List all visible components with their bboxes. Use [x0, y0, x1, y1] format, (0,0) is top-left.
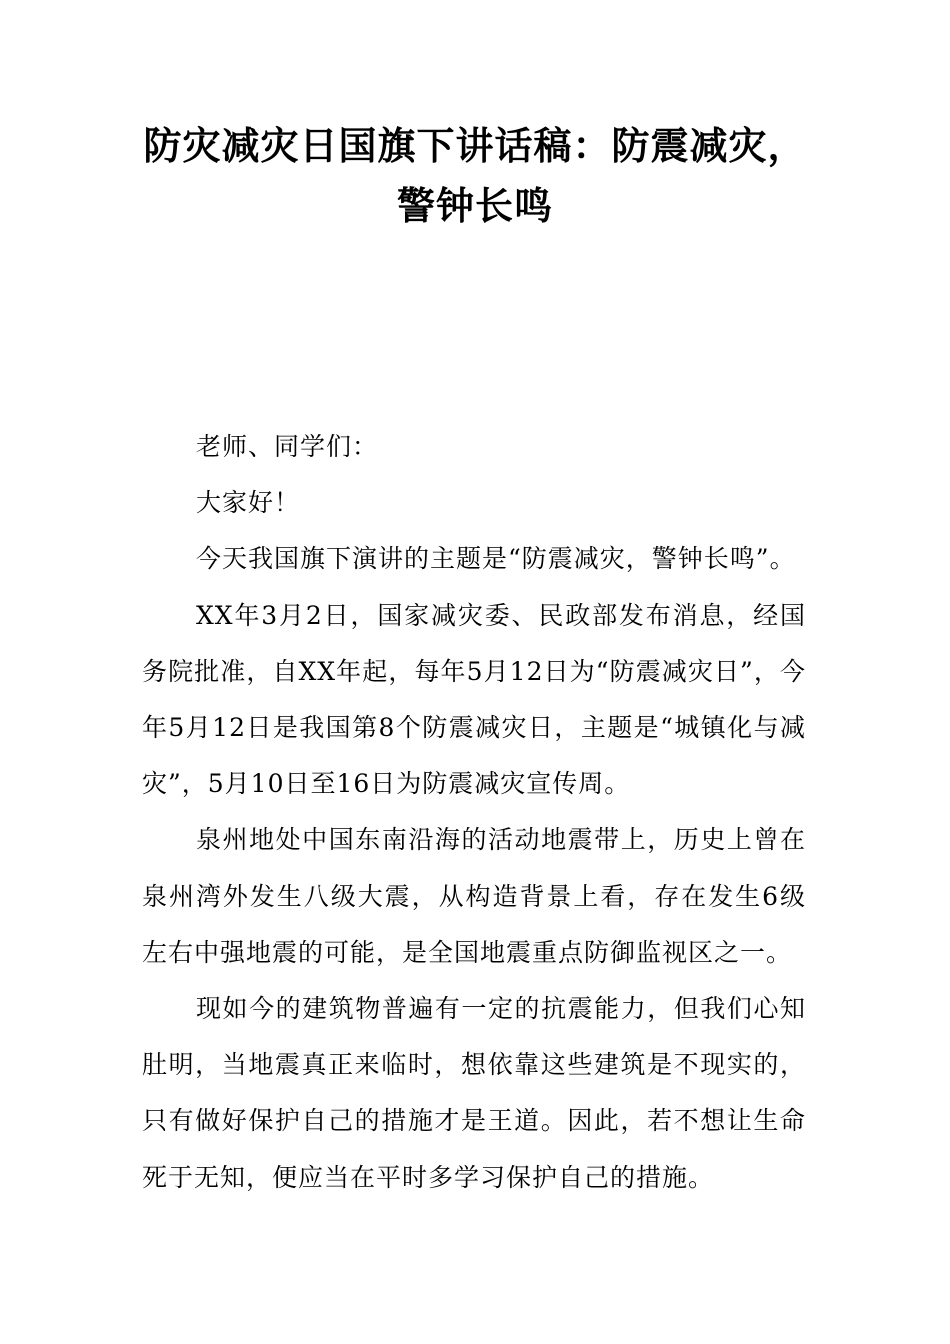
document-body: [142, 419, 806, 1206]
protection-paragraph: 现如今的建筑物普遍有一定的抗震能力，但我们心知肚明，当地震真正来临时，想依靠这些建筑是不现实的，只有做好保护自己的措施才是王道。因此，若不想让生命死于无知，便应当在平时多学习保护自己的措施。: [142, 994, 806, 1192]
quanzhou-paragraph: 泉州地处中国东南沿海的活动地震带上，历史上曾在泉州湾外发生八级大震，从构造背景上看，存在发生6级左右中强地震的可能，是全国地震重点防御监视区之一。: [142, 825, 806, 967]
theme-paragraph: 今天我国旗下演讲的主题是“防震减灾，警钟长鸣”。: [196, 544, 796, 574]
greeting-paragraph: 大家好！: [196, 488, 301, 518]
document-title-line-1: 防灾减灾日国旗下讲话稿：防震减灾，: [143, 124, 807, 168]
announcement-paragraph: XX年3月2日，国家减灾委、民政部发布消息，经国务院批准，自XX年起，每年5月12日为“防震减灾日”，今年5月12日是我国第8个防震减灾日，主题是“城镇化与减灾”，5月10日至16日为防震减灾宣传周。: [142, 600, 806, 799]
document-title-line-2: 警钟长鸣: [396, 184, 553, 228]
salutation-paragraph: 老师、同学们：: [196, 432, 379, 461]
